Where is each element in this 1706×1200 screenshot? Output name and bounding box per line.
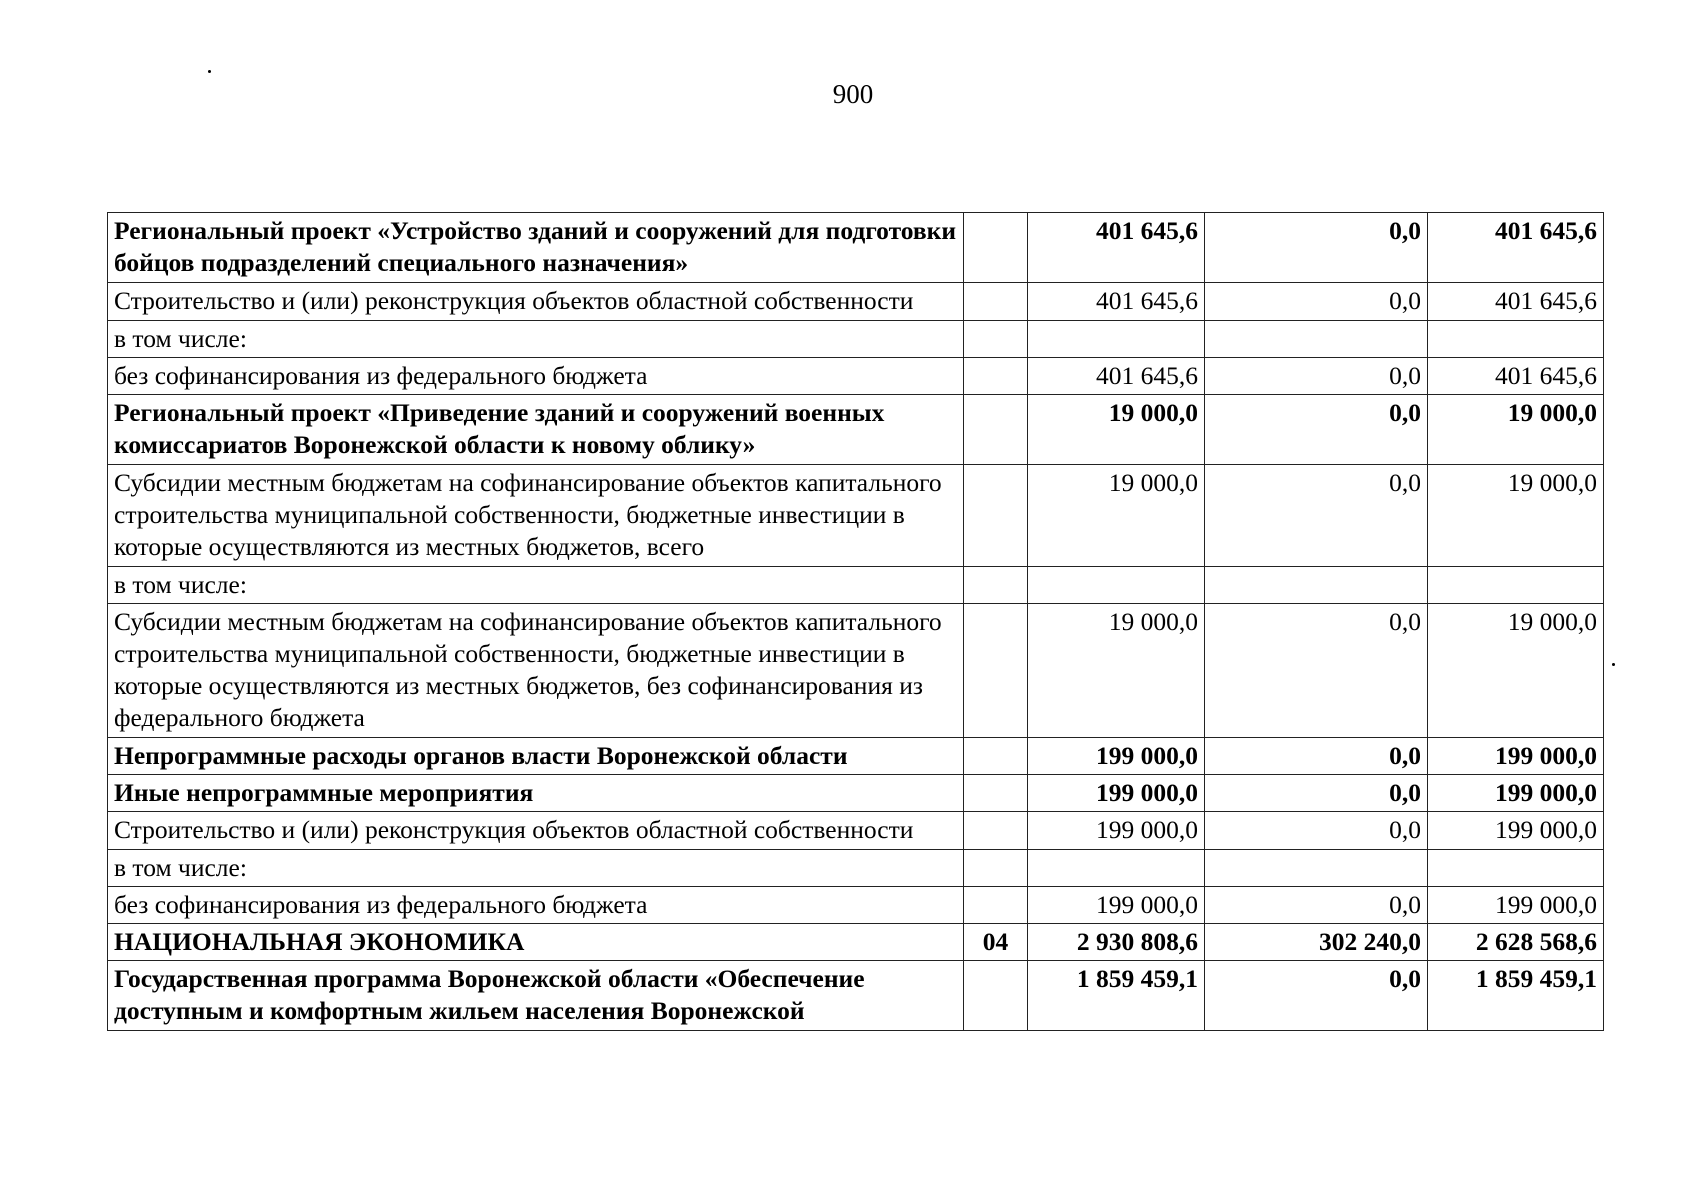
row-value-1 (1028, 567, 1205, 604)
row-value-1: 199 000,0 (1028, 812, 1205, 850)
table-row (108, 213, 1604, 283)
row-code (964, 567, 1028, 604)
row-name: Субсидии местным бюджетам на софинансирование объектов капитального строительства муниципальной собственности, бюджетные инвестиции в которые осуществляются из местных бюджетов, без софинансирования из федерального бюджета (108, 604, 964, 738)
row-name: Непрограммные расходы органов власти Воронежской области (108, 738, 964, 775)
table-body (108, 213, 1604, 1031)
row-value-2: 0,0 (1205, 887, 1428, 924)
row-value-3: 401 645,6 (1428, 213, 1604, 283)
table-row (108, 567, 1604, 604)
scan-speck (208, 70, 211, 73)
row-value-3: 199 000,0 (1428, 738, 1604, 775)
row-value-1: 199 000,0 (1028, 887, 1205, 924)
row-value-2 (1205, 850, 1428, 887)
row-code (964, 213, 1028, 283)
row-value-2: 0,0 (1205, 738, 1428, 775)
row-code (964, 961, 1028, 1031)
row-name: Строительство и (или) реконструкция объектов областной собственности (108, 283, 964, 321)
row-name: Субсидии местным бюджетам на софинансирование объектов капитального строительства муниципальной собственности, бюджетные инвестиции в которые осуществляются из местных бюджетов, всего (108, 465, 964, 567)
scan-speck (1612, 663, 1615, 666)
row-value-2: 0,0 (1205, 775, 1428, 812)
row-code (964, 850, 1028, 887)
row-name: Строительство и (или) реконструкция объектов областной собственности (108, 812, 964, 850)
row-name: Региональный проект «Устройство зданий и сооружений для подготовки бойцов подразделений специального назначения» (108, 213, 964, 283)
row-value-3 (1428, 321, 1604, 358)
row-value-3: 199 000,0 (1428, 812, 1604, 850)
table-row (108, 850, 1604, 887)
row-value-3: 401 645,6 (1428, 283, 1604, 321)
row-code (964, 738, 1028, 775)
row-value-3: 401 645,6 (1428, 358, 1604, 395)
row-name: Иные непрограммные мероприятия (108, 775, 964, 812)
row-name: без софинансирования из федерального бюджета (108, 358, 964, 395)
row-name: в том числе: (108, 567, 964, 604)
row-value-2: 0,0 (1205, 213, 1428, 283)
row-code (964, 395, 1028, 465)
row-value-2: 0,0 (1205, 961, 1428, 1031)
row-code (964, 604, 1028, 738)
table-row (108, 358, 1604, 395)
row-value-3: 1 859 459,1 (1428, 961, 1604, 1031)
row-value-3 (1428, 850, 1604, 887)
row-value-2 (1205, 321, 1428, 358)
row-code: 04 (964, 924, 1028, 961)
table-row (108, 465, 1604, 567)
row-value-3: 2 628 568,6 (1428, 924, 1604, 961)
row-code (964, 887, 1028, 924)
row-value-1: 401 645,6 (1028, 358, 1205, 395)
row-value-2: 0,0 (1205, 358, 1428, 395)
row-value-1: 401 645,6 (1028, 283, 1205, 321)
row-value-1: 199 000,0 (1028, 775, 1205, 812)
table-row (108, 812, 1604, 850)
row-name: в том числе: (108, 850, 964, 887)
table-row (108, 961, 1604, 1031)
row-name: без софинансирования из федерального бюджета (108, 887, 964, 924)
table-row (108, 924, 1604, 961)
row-code (964, 283, 1028, 321)
row-code (964, 812, 1028, 850)
table-row (108, 395, 1604, 465)
row-value-3: 199 000,0 (1428, 775, 1604, 812)
row-value-2: 0,0 (1205, 465, 1428, 567)
table-row (108, 604, 1604, 738)
row-value-3: 199 000,0 (1428, 887, 1604, 924)
row-value-1 (1028, 850, 1205, 887)
budget-table (107, 212, 1604, 1031)
row-value-1: 401 645,6 (1028, 213, 1205, 283)
page-number: 900 (832, 79, 874, 109)
row-value-3 (1428, 567, 1604, 604)
row-code (964, 358, 1028, 395)
row-value-1: 19 000,0 (1028, 395, 1205, 465)
row-value-2 (1205, 567, 1428, 604)
row-name: в том числе: (108, 321, 964, 358)
row-value-1 (1028, 321, 1205, 358)
row-value-2: 0,0 (1205, 812, 1428, 850)
row-value-2: 0,0 (1205, 283, 1428, 321)
row-value-1: 2 930 808,6 (1028, 924, 1205, 961)
row-value-1: 19 000,0 (1028, 604, 1205, 738)
row-code (964, 321, 1028, 358)
row-value-1: 199 000,0 (1028, 738, 1205, 775)
table-row (108, 775, 1604, 812)
row-name: Государственная программа Воронежской области «Обеспечение доступным и комфортным жильем населения Воронежской (108, 961, 964, 1031)
row-value-1: 1 859 459,1 (1028, 961, 1205, 1031)
table-row (108, 321, 1604, 358)
table-row (108, 887, 1604, 924)
row-code (964, 465, 1028, 567)
row-value-3: 19 000,0 (1428, 604, 1604, 738)
row-value-3: 19 000,0 (1428, 395, 1604, 465)
table-row (108, 283, 1604, 321)
row-code (964, 775, 1028, 812)
row-value-2: 0,0 (1205, 395, 1428, 465)
table-row (108, 738, 1604, 775)
row-name: НАЦИОНАЛЬНАЯ ЭКОНОМИКА (108, 924, 964, 961)
row-value-2: 0,0 (1205, 604, 1428, 738)
row-value-1: 19 000,0 (1028, 465, 1205, 567)
row-value-2: 302 240,0 (1205, 924, 1428, 961)
row-value-3: 19 000,0 (1428, 465, 1604, 567)
row-name: Региональный проект «Приведение зданий и сооружений военных комиссариатов Воронежской области к новому облику» (108, 395, 964, 465)
